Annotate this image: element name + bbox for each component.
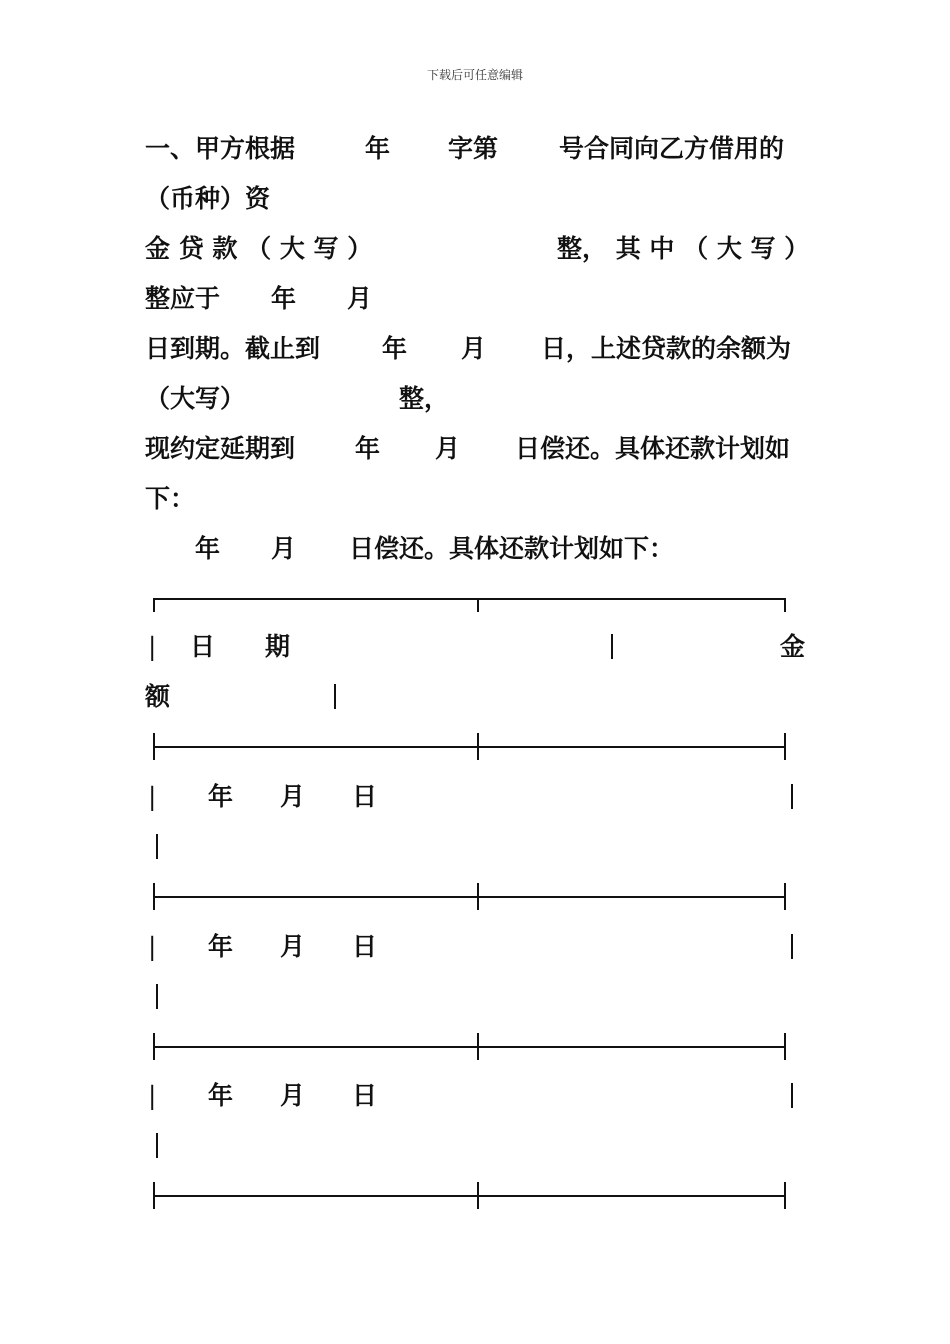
line6-text-b: 整，	[399, 384, 450, 413]
line1-word-no: 字第	[448, 134, 499, 163]
line5-text-d: 日，上述贷款的余额为	[541, 334, 792, 363]
table-rule-tick-mid	[477, 883, 479, 910]
header-divider	[611, 634, 613, 659]
line4-text-a: 整应于	[145, 284, 221, 313]
row-right-bar	[791, 784, 793, 809]
table-rule-tick-right	[784, 1033, 786, 1060]
table-rule-tick-left	[153, 883, 155, 910]
header-divider-2	[334, 684, 336, 709]
line2-text: （币种）资	[145, 184, 271, 213]
line3-text-a: 金 贷 款 （ 大 写 ）	[145, 234, 373, 263]
table-rule-tick-left	[153, 1033, 155, 1060]
line4-year: 年	[271, 284, 297, 313]
table-top-tick-mid	[477, 598, 479, 612]
table-rule	[153, 896, 786, 898]
row-year: 年	[208, 1081, 234, 1110]
line9-year: 年	[195, 534, 221, 563]
table-bar: |	[148, 632, 157, 661]
row-day: 日	[352, 1081, 378, 1110]
row-year: 年	[208, 782, 234, 811]
row-day: 日	[352, 932, 378, 961]
page-header-note: 下载后可任意编辑	[426, 68, 523, 82]
row-wrap-bar	[156, 984, 158, 1009]
table-rule-tick-mid	[477, 1033, 479, 1060]
table-bottom-rule	[153, 1195, 786, 1197]
table-bottom-tick-right	[784, 1182, 786, 1209]
line1-year: 年	[365, 134, 391, 163]
table-bar: |	[148, 782, 157, 811]
table-rule	[153, 746, 786, 748]
table-top-tick-left	[153, 598, 155, 612]
table-rule	[153, 1046, 786, 1048]
table-top-tick-right	[784, 598, 786, 612]
table-bottom-tick-left	[153, 1182, 155, 1209]
line3-text-b: 整， 其 中 （ 大 写 ）	[557, 234, 810, 263]
line9-text-c: 日偿还。具体还款计划如下：	[349, 534, 675, 563]
header-amount-part2: 额	[145, 682, 171, 711]
row-wrap-bar	[156, 834, 158, 859]
line1-text-a: 一、甲方根据	[145, 134, 296, 163]
row-wrap-bar	[156, 1133, 158, 1158]
header-amount-part1: 金	[780, 632, 806, 661]
line1-text-d: 号合同向乙方借用的	[559, 134, 785, 163]
row-month: 月	[280, 1081, 306, 1110]
line7-text-d: 日偿还。具体还款计划如	[515, 434, 791, 463]
row-month: 月	[280, 782, 306, 811]
line8-text: 下：	[145, 484, 196, 513]
table-rule-tick-mid	[477, 733, 479, 760]
line5-month: 月	[461, 334, 487, 363]
row-year: 年	[208, 932, 234, 961]
table-bottom-tick-mid	[477, 1182, 479, 1209]
line7-year: 年	[355, 434, 381, 463]
row-day: 日	[352, 782, 378, 811]
table-rule-tick-right	[784, 733, 786, 760]
table-rule-tick-left	[153, 733, 155, 760]
row-right-bar	[791, 934, 793, 959]
line9-month: 月	[271, 534, 297, 563]
line6-text-a: （大写）	[145, 384, 246, 413]
table-rule-tick-right	[784, 883, 786, 910]
row-right-bar	[791, 1083, 793, 1108]
table-top-rule	[153, 598, 786, 600]
line5-year: 年	[382, 334, 408, 363]
line5-text-a: 日到期。截止到	[145, 334, 321, 363]
line7-month: 月	[435, 434, 461, 463]
table-bar: |	[148, 932, 157, 961]
header-date: 日 期	[190, 632, 291, 661]
row-month: 月	[280, 932, 306, 961]
line7-text-a: 现约定延期到	[145, 434, 296, 463]
line4-month: 月	[347, 284, 373, 313]
table-bar: |	[148, 1081, 157, 1110]
